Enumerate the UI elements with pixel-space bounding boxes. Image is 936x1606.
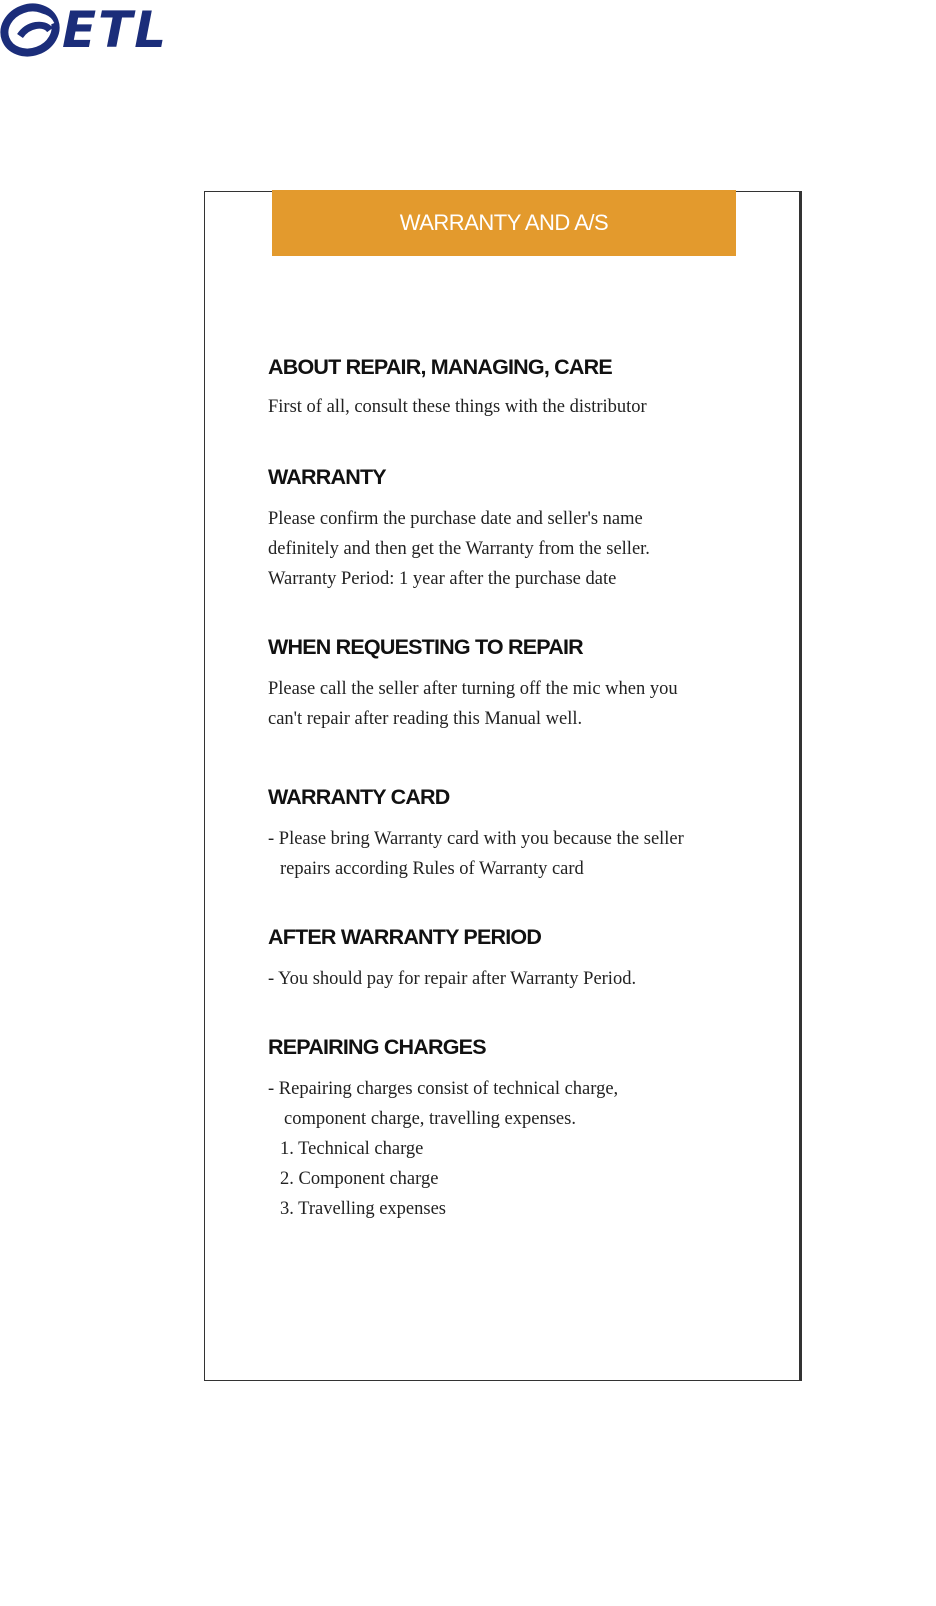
section-warranty: [268, 462, 768, 594]
warranty-page: [204, 191, 802, 1381]
section-requesting-repair: [268, 632, 768, 734]
list-item: 3. Travelling expenses: [280, 1199, 446, 1219]
section-heading: WARRANTY: [268, 465, 386, 489]
body-line: Please confirm the purchase date and seller's name: [268, 509, 643, 529]
list-item: 2. Component charge: [280, 1169, 439, 1189]
section-heading: WARRANTY CARD: [268, 785, 450, 809]
etl-swirl-icon: [0, 2, 60, 58]
body-line: can't repair after reading this Manual well.: [268, 709, 583, 729]
body-line: - You should pay for repair after Warranty Period.: [268, 969, 637, 989]
body-line: component charge, travelling expenses.: [284, 1109, 576, 1129]
section-after-warranty: [268, 922, 768, 994]
body-line: - Please bring Warranty card with you because the seller: [268, 829, 684, 849]
section-about: [268, 352, 768, 422]
list-item: 1. Technical charge: [280, 1139, 424, 1159]
section-warranty-card: [268, 782, 768, 884]
body-line: First of all, consult these things with the distributor: [268, 397, 647, 417]
etl-logo: [0, 0, 170, 60]
body-line: definitely and then get the Warranty from the seller.: [268, 539, 650, 559]
body-line: Warranty Period: 1 year after the purchase date: [268, 569, 617, 589]
section-heading: REPAIRING CHARGES: [268, 1035, 486, 1059]
section-heading: ABOUT REPAIR, MANAGING, CARE: [268, 355, 612, 379]
section-heading: AFTER WARRANTY PERIOD: [268, 925, 542, 949]
page-title-banner: WARRANTY AND A/S: [272, 190, 736, 256]
body-line: repairs according Rules of Warranty card: [280, 859, 584, 879]
logo-text: ETL: [62, 1, 169, 59]
section-repairing-charges: [268, 1032, 768, 1224]
body-line: Please call the seller after turning off the mic when you: [268, 679, 678, 699]
section-heading: WHEN REQUESTING TO REPAIR: [268, 635, 583, 659]
body-line: - Repairing charges consist of technical charge,: [268, 1079, 619, 1099]
